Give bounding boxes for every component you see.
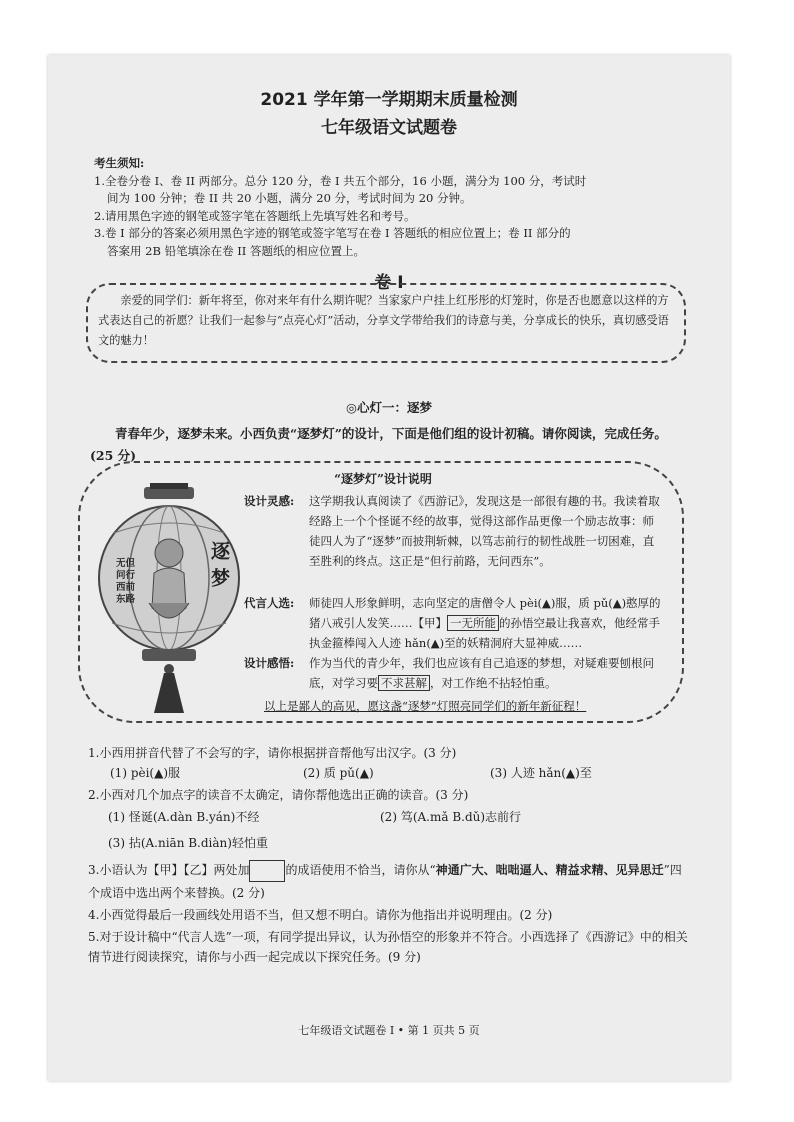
- exam-instructions: [94, 155, 694, 260]
- closing-line: 以上是鄙人的高见，愿这盏“逐梦”灯照亮同学们的新年新征程！: [264, 699, 587, 713]
- instruction-line: 间为 100 分钟；卷 II 共 20 小题，满分 20 分，考试时间为 20 分钟。: [107, 191, 472, 205]
- inspiration-text: 这学期我认真阅读了《西游记》，发现这是一部很有趣的书。我读着取经路上一个个怪诞不经的故事，觉得这部作品更像一个励志故事：师徒四人为了“逐梦”而披荆斩棘，以笃志前行的韧性战胜一切困难，直至胜利的终点。这正是“但行前路，无问西东”。: [309, 494, 660, 568]
- q2-item: (1) 怪诞(A.dàn B.yán)不经: [108, 810, 260, 824]
- q1-item: (3) 人迹 hǎn(▲)至: [490, 766, 592, 780]
- greeting-box: [86, 283, 686, 363]
- spokesperson-label: 代言人选:: [244, 596, 295, 610]
- question-3: 3.小语认为【甲】【乙】两处加 的成语使用不恰当，请你从“神通广大、咄咄逼人、精益求精、见异思迁”四个成语中选出两个来替换。(2 分): [88, 859, 688, 904]
- q1-item: (1) pèi(▲)服: [110, 766, 181, 780]
- instruction-line: 3.卷 I 部分的答案必须用黑色字迹的钢笔或签字笔写在卷 I 答题纸的相应位置上；卷 II 部分的: [94, 226, 571, 240]
- spokesperson-text: 师徒四人形象鲜明，志向坚定的唐僧令人 pèi(▲)服，质 pǔ(▲)憨厚的猪八戒引人发笑……【甲】 一无所能 的孙悟空最让我喜欢，他经常手执金箍棒闯入人迹 hǎn(▲)至的妖精洞府大显神威……: [309, 596, 661, 650]
- question-5: 5.对于设计稿中“代言人选”一项，有同学提出异议，认为孙悟空的形象并不符合。小西选择了《西游记》中的相关情节进行阅读探究，请你与小西一起完成以下探究任务。(9 分): [88, 930, 688, 964]
- exam-title: 2021 学年第一学期期末质量检测: [260, 90, 518, 110]
- instructions-heading: 考生须知:: [94, 156, 145, 170]
- design-box: [78, 461, 684, 723]
- boxed-idiom-yi: 不求甚解: [378, 675, 430, 691]
- instruction-line: 1.全卷分卷 I、卷 II 两部分。总分 120 分，卷 I 共五个部分，16 小题，满分为 100 分，考试时: [94, 173, 587, 188]
- reflection-label: 设计感悟:: [244, 656, 295, 670]
- question-2: 2.小西对几个加点字的读音不太确定，请你帮他选出正确的读音。(3 分): [88, 788, 469, 802]
- design-title: “逐梦灯”设计说明: [334, 472, 432, 486]
- lamp-one-title: ◎心灯一：逐梦: [346, 400, 432, 415]
- boxed-idiom-jia: 一无所能: [447, 615, 499, 631]
- blank-box: [249, 860, 285, 882]
- exam-paper: [48, 55, 730, 1081]
- question-4: 4.小西觉得最后一段画线处用语不当，但又想不明白。请你为他指出并说明理由。(2 分): [88, 908, 553, 922]
- inspiration-label: 设计灵感:: [244, 494, 295, 508]
- lantern-calligraphy: 逐梦: [208, 541, 230, 595]
- q2-item: (2) 笃(A.mǎ B.dǔ)志前行: [380, 810, 522, 824]
- exam-subtitle: 七年级语文试题卷: [321, 118, 457, 138]
- lantern-motto: 无但 问行 西前 东路: [116, 558, 136, 605]
- greeting-text: 亲爱的同学们：新年将至，你对来年有什么期许呢？当家家户户挂上红彤彤的灯笼时，你是否也愿意以这样的方式表达自己的祈愿？让我们一起参与“点亮心灯”活动，分享文学带给我们的诗意与美，分享成长的快乐，真切感受语文的魅力！: [98, 294, 669, 347]
- page-footer: 七年级语文试题卷 I • 第 1 页共 5 页: [298, 1024, 480, 1037]
- lamp-one-intro: 青春年少，逐梦未来。小西负责“逐梦灯”的设计，下面是他们组的设计初稿。请你阅读，完成任务。(25 分): [90, 426, 667, 463]
- section-title: 卷 I: [374, 273, 404, 293]
- question-1: 1.小西用拼音代替了不会写的字，请你根据拼音帮他写出汉字。(3 分): [88, 746, 457, 760]
- q2-item: (3) 拈(A.niān B.diàn)轻怕重: [108, 836, 268, 850]
- instruction-line: 答案用 2B 铅笔填涂在卷 II 答题纸的相应位置上。: [107, 243, 365, 258]
- instruction-line: 2.请用黑色字迹的钢笔或签字笔在答题纸上先填写姓名和考号。: [94, 208, 416, 223]
- reflection-text: 作为当代的青少年，我们也应该有自己追逐的梦想，对疑难要刨根问底，对学习要 不求甚解 ，对工作绝不拈轻怕重。: [309, 656, 654, 690]
- q1-item: (2) 质 pǔ(▲): [303, 766, 374, 780]
